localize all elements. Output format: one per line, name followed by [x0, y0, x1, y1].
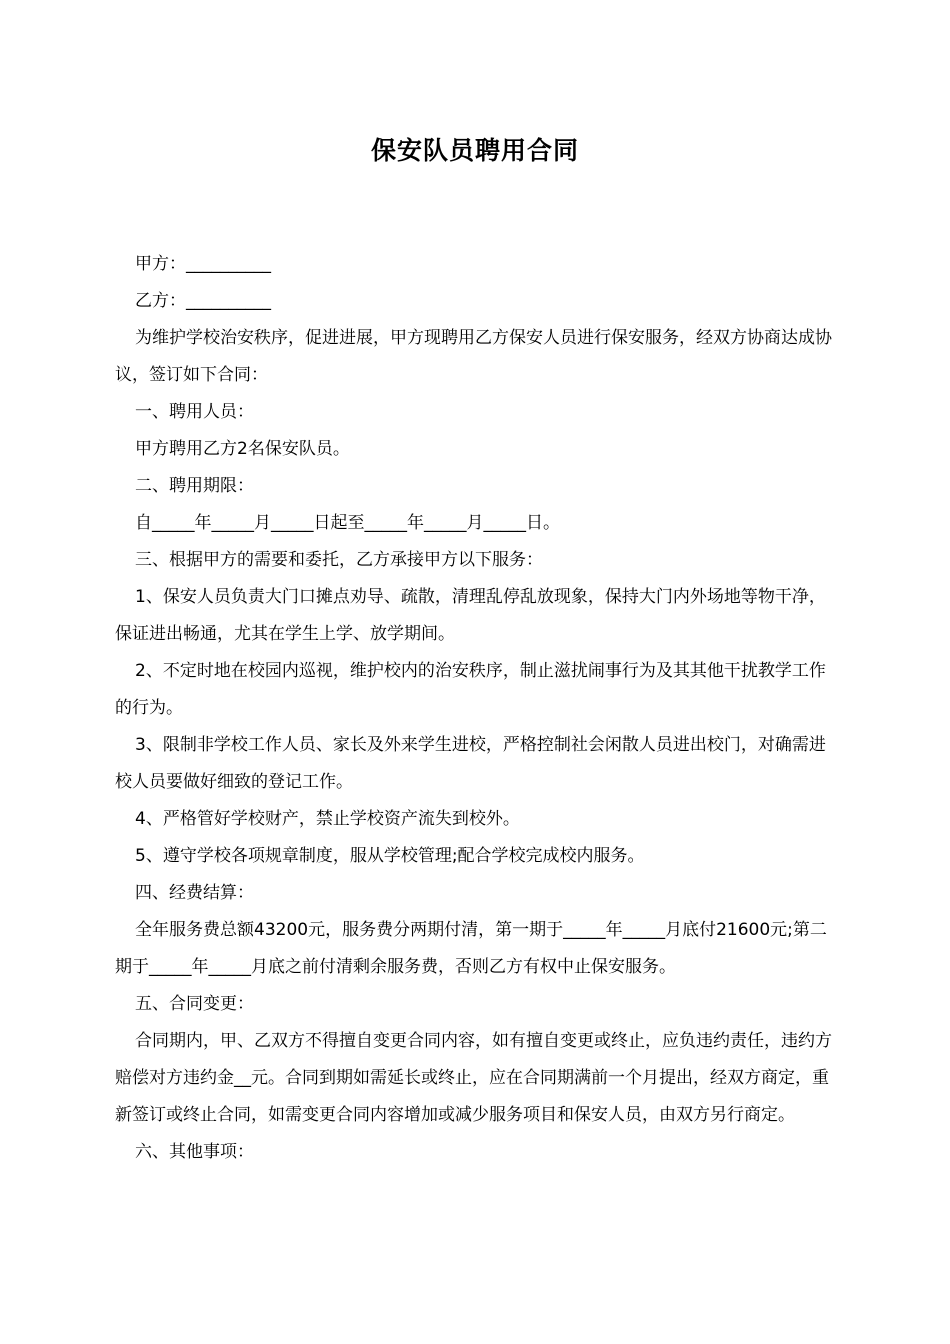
section-3-item-2: 2、不定时地在校园内巡视，维护校内的治安秩序，制止滋扰闹事行为及其其他干扰教学工作的行为。 — [115, 661, 826, 718]
section-5-heading: 五、合同变更： — [135, 994, 254, 1014]
section-3-item-4: 4、严格管好学校财产，禁止学校资产流失到校外。 — [135, 809, 520, 829]
intro-paragraph: 为维护学校治安秩序，促进进展，甲方现聘用乙方保安人员进行保安服务，经双方协商达成协议，签订如下合同： — [115, 328, 832, 385]
section-3-item-1: 1、保安人员负责大门口摊点劝导、疏散，清理乱停乱放现象，保持大门内外场地等物干净，保证进出畅通，尤其在学生上学、放学期间。 — [115, 587, 826, 644]
section-3-heading: 三、根据甲方的需要和委托，乙方承接甲方以下服务： — [135, 550, 543, 570]
party-a-line: 甲方：__________ — [135, 254, 271, 274]
section-4-heading: 四、经费结算： — [135, 883, 254, 903]
section-1-heading: 一、聘用人员： — [135, 402, 254, 422]
section-3-item-3: 3、限制非学校工作人员、家长及外来学生进校，严格控制社会闲散人员进出校门，对确需进校人员要做好细致的登记工作。 — [115, 735, 826, 792]
document-title: 保安队员聘用合同 — [370, 136, 579, 165]
section-5-text: 合同期内，甲、乙双方不得擅自变更合同内容，如有擅自变更或终止，应负违约责任，违约方赔偿对方违约金__元。合同到期如需延长或终止，应在合同期满前一个月提出，经双方商定，重新签订或终止合同，如需变更合同内容增加或减少服务项目和保安人员，由双方另行商定。 — [115, 1031, 832, 1125]
section-1-text: 甲方聘用乙方2名保安队员。 — [135, 439, 350, 459]
section-2-text: 自_____年_____月_____日起至_____年_____月_____日。 — [135, 513, 560, 533]
party-b-line: 乙方：__________ — [135, 291, 271, 311]
document-body — [115, 246, 837, 1171]
section-4-text: 全年服务费总额43200元，服务费分两期付清，第一期于_____年_____月底付21600元;第二期于_____年_____月底之前付清剩余服务费，否则乙方有权中止保安服务。 — [115, 920, 827, 977]
section-6-heading: 六、其他事项： — [135, 1142, 254, 1162]
section-3-item-5: 5、遵守学校各项规章制度，服从学校管理;配合学校完成校内服务。 — [135, 846, 645, 866]
section-2-heading: 二、聘用期限： — [135, 476, 254, 496]
